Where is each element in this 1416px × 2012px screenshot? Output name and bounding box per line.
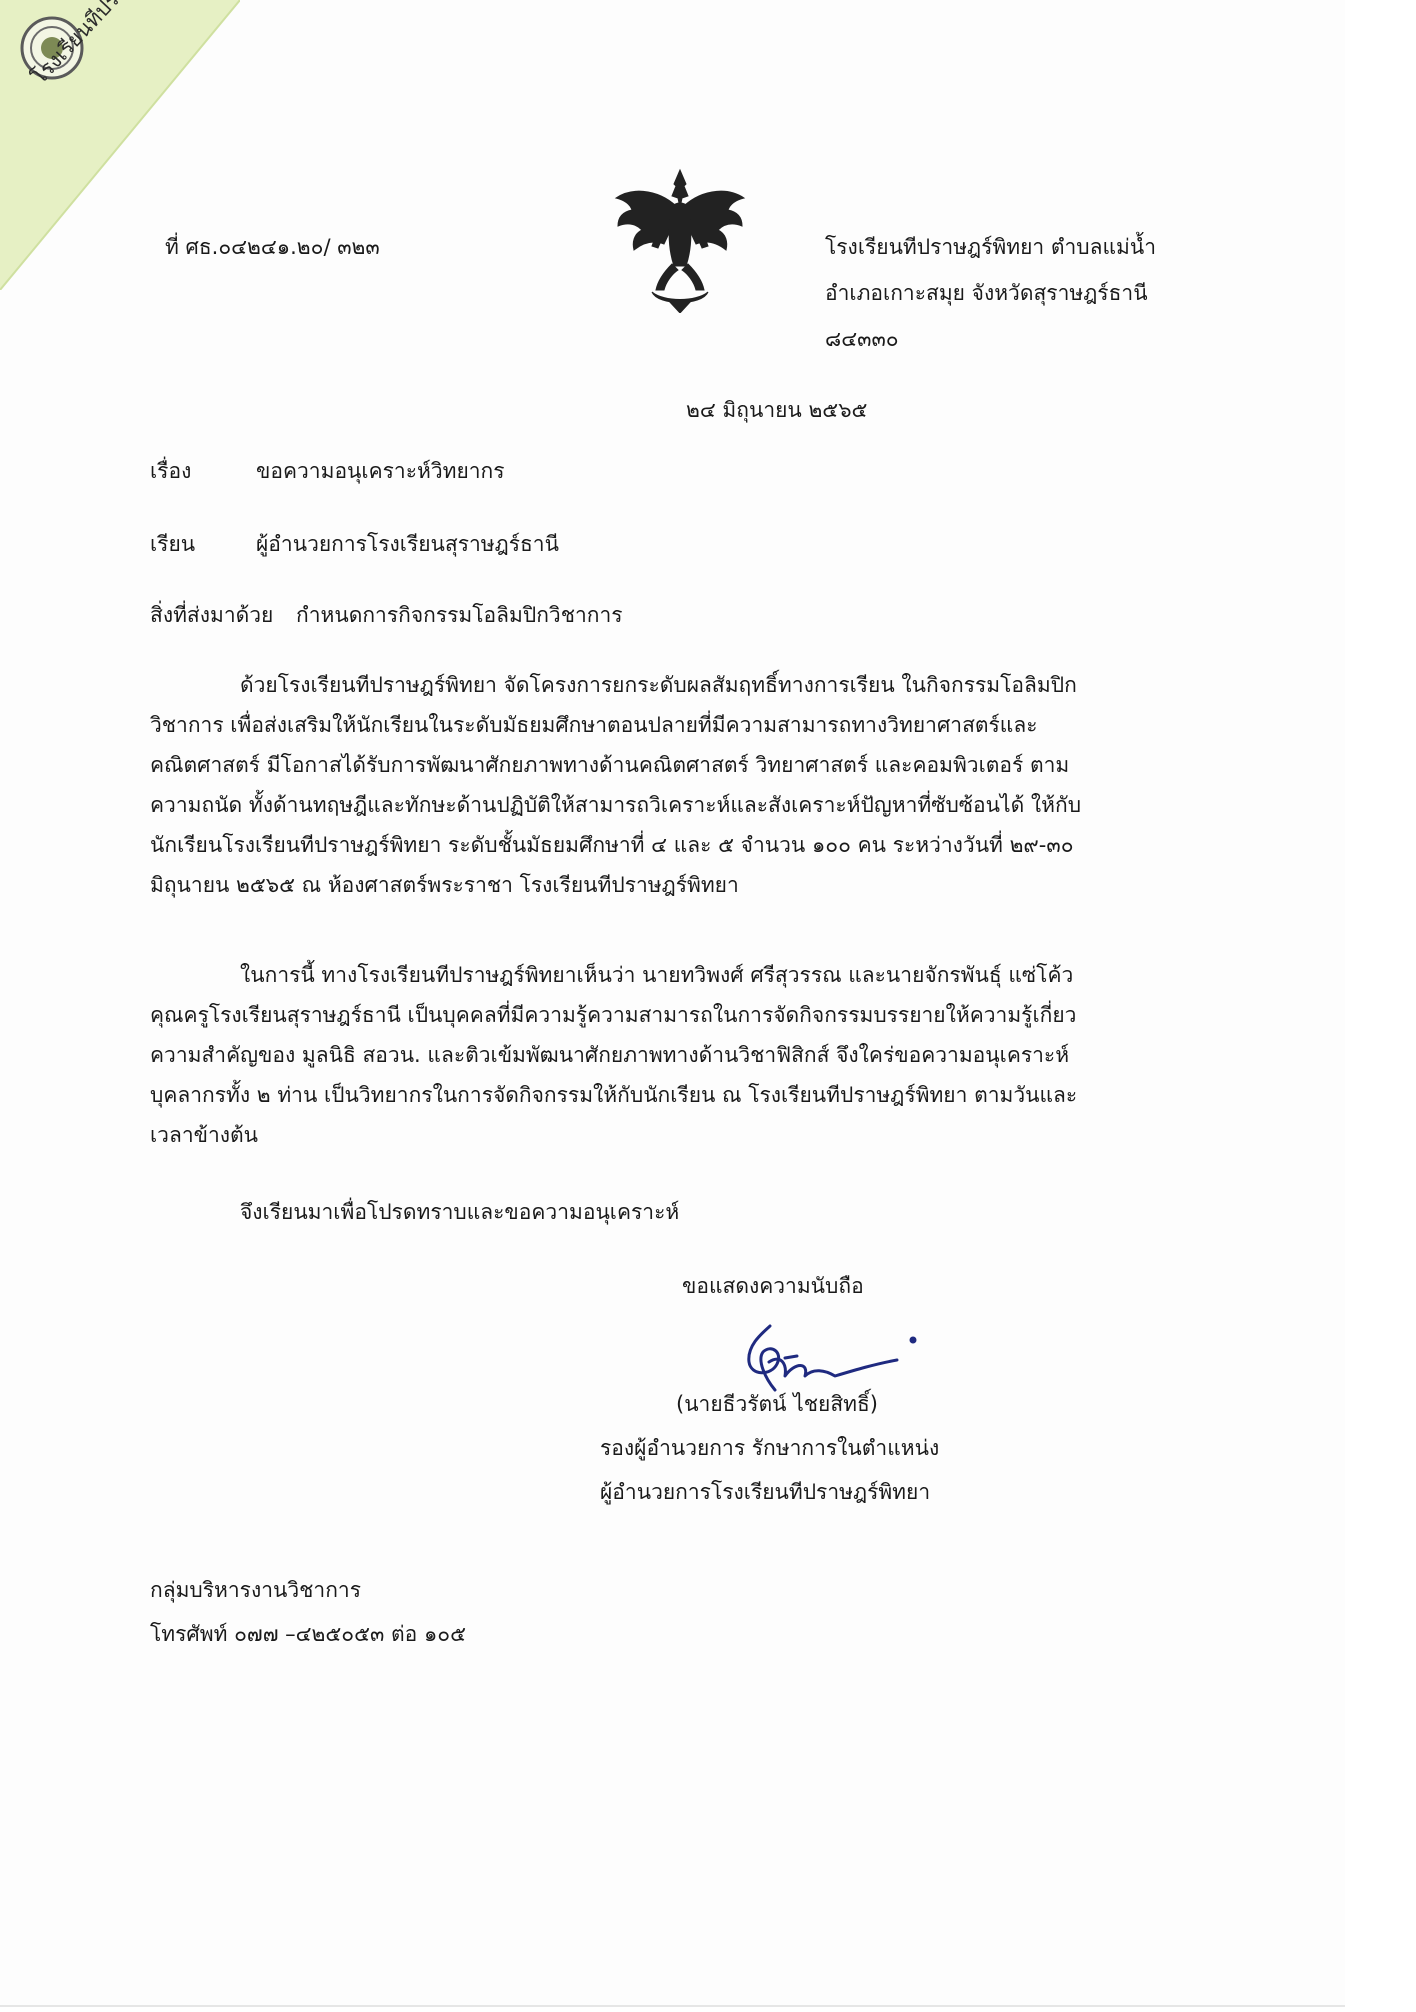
paragraph-line: เวลาข้างต้น [150,1123,259,1147]
department-name: กลุ่มบริหารงานวิชาการ [150,1578,361,1602]
paragraph-line: มิถุนายน ๒๕๖๕ ณ ห้องศาสตร์พระราชา โรงเรียนทีปราษฎร์พิทยา [150,873,739,897]
reference-number: ที่ ศธ.๐๔๒๔๑.๒๐/ ๓๒๓ [165,235,380,259]
body-paragraph-1 [150,665,1180,905]
signature [725,1318,925,1398]
paragraph-line: คณิตศาสตร์ มีโอกาสได้รับการพัฒนาศักยภาพทางด้านคณิตศาสตร์ วิทยาศาสตร์ และคอมพิวเตอร์ ตาม [150,753,1070,777]
recipient-value: ผู้อำนวยการโรงเรียนสุราษฎร์ธานี [256,532,559,556]
paragraph-line: บุคลากรทั้ง ๒ ท่าน เป็นวิทยากรในการจัดกิจกรรมให้กับนักเรียน ณ โรงเรียนทีปราษฎร์พิทยา ตามวันและ [150,1083,1078,1107]
attachment-value: กำหนดการกิจกรรมโอลิมปิกวิชาการ [296,603,623,627]
subject-value: ขอความอนุเคราะห์วิทยากร [256,459,505,483]
paragraph-line: ความสำคัญของ มูลนิธิ สอวน. และติวเข้มพัฒนาศักยภาพทางด้านวิชาฟิสิกส์ จึงใคร่ขอความอนุเคราะห์ [150,1043,1070,1067]
page-margin [1345,0,1416,2012]
signer-position: รองผู้อำนวยการ รักษาการในตำแหน่ง [600,1436,940,1460]
subject-label: เรื่อง [150,459,192,483]
paragraph-line: ความถนัด ทั้งด้านทฤษฎีและทักษะด้านปฏิบัติให้สามารถวิเคราะห์และสังเคราะห์ปัญหาที่ซับซ้อนได้ ให้กับ [150,793,1082,817]
recipient-label: เรียน [150,532,196,556]
paragraph-line: คุณครูโรงเรียนสุราษฎร์ธานี เป็นบุคคลที่มีความรู้ความสามารถในการจัดกิจกรรมบรรยายให้ความรู้เกี่ยว [150,1003,1077,1027]
paragraph-line: ด้วยโรงเรียนทีปราษฎร์พิทยา จัดโครงการยกระดับผลสัมฤทธิ์ทางการเรียน ในกิจกรรมโอลิมปิก [240,673,1077,697]
garuda-emblem-icon [612,168,748,313]
regards-line: ขอแสดงความนับถือ [682,1274,864,1298]
paragraph-line: ในการนี้ ทางโรงเรียนทีปราษฎร์พิทยาเห็นว่า นายทวิพงศ์ ศรีสุวรรณ และนายจักรพันธุ์ แซ่โค้ว [240,963,1074,987]
body-paragraph-2 [150,955,1180,1155]
attachment-label: สิ่งที่ส่งมาด้วย [150,603,274,627]
address-line-1: โรงเรียนทีปราษฎร์พิทยา ตำบลแม่น้ำ [825,235,1157,259]
postal-code: ๘๔๓๓๐ [825,327,899,351]
signer-name: (นายธีวรัตน์ ไชยสิทธิ์) [676,1392,878,1416]
signer-position-2: ผู้อำนวยการโรงเรียนทีปราษฎร์พิทยา [600,1480,931,1504]
closing-request: จึงเรียนมาเพื่อโปรดทราบและขอความอนุเคราะห์ [240,1200,680,1224]
paragraph-line: วิชาการ เพื่อส่งเสริมให้นักเรียนในระดับมัธยมศึกษาตอนปลายที่มีความสามารถทางวิทยาศาสตร์และ [150,713,1038,737]
letter-date: ๒๔ มิถุนายน ๒๕๖๕ [686,398,868,422]
address-line-2: อำเภอเกาะสมุย จังหวัดสุราษฎร์ธานี [825,281,1148,305]
paragraph-line: นักเรียนโรงเรียนทีปราษฎร์พิทยา ระดับชั้นมัธยมศึกษาที่ ๔ และ ๕ จำนวน ๑๐๐ คน ระหว่างวันที่ ๒๙-๓๐ [150,833,1074,857]
page-edge [0,2005,1345,2007]
phone-number: โทรศัพท์ ๐๗๗ –๔๒๕๐๕๓ ต่อ ๑๐๕ [150,1622,467,1646]
